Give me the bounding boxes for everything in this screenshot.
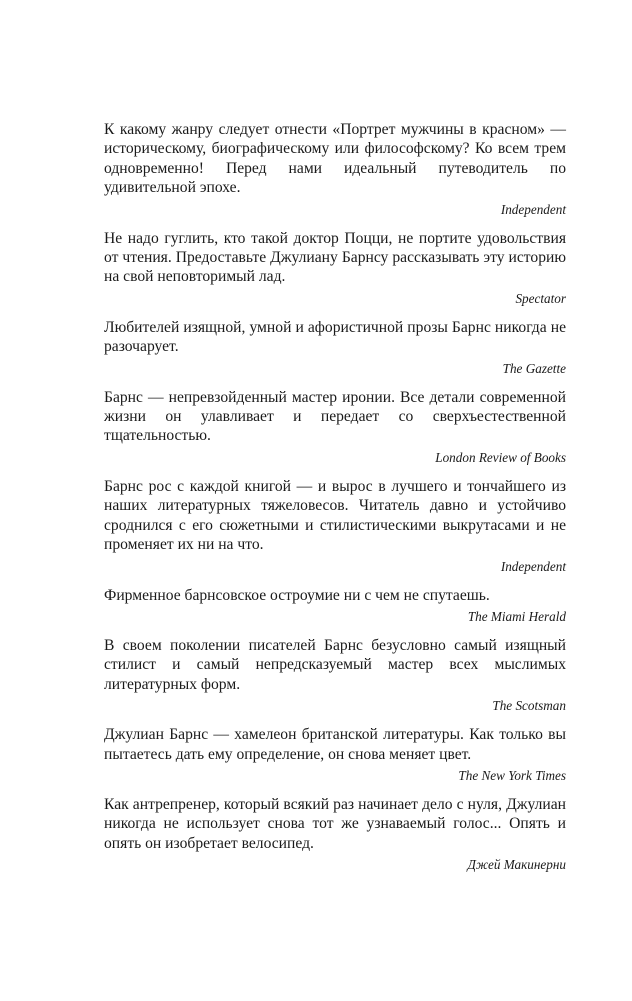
review-source: The Gazette bbox=[502, 360, 566, 376]
review-item bbox=[104, 795, 566, 873]
review-item bbox=[104, 586, 566, 625]
review-source: The Miami Herald bbox=[467, 608, 566, 624]
review-item bbox=[104, 388, 566, 466]
review-quote: К какому жанру следует отнести «Портрет мужчины в красном» — историческому, биографическому или философскому? Ко всем трем одновременно! Перед нами идеальный путеводитель по удивительной эпохе. bbox=[104, 121, 566, 197]
review-item bbox=[104, 318, 566, 377]
review-source: London Review of Books bbox=[435, 449, 566, 465]
review-item bbox=[104, 725, 566, 784]
review-quote: В своем поколении писателей Барнс безусловно самый изящный стилист и самый непредсказуемый мастер всех мыслимых литературных форм. bbox=[104, 636, 566, 693]
review-source: The New York Times bbox=[458, 767, 566, 783]
review-quote: Любителей изящной, умной и афористичной прозы Барнс никогда не разочарует. bbox=[104, 318, 566, 356]
review-quote: Не надо гуглить, кто такой доктор Поцци, не портите удовольствия от чтения. Предоставьте Джулиану Барнсу рассказывать эту историю на свой неповторимый лад. bbox=[104, 229, 566, 286]
review-quote: Как антрепренер, который всякий раз начинает дело с нуля, Джулиан никогда не использует снова тот же узнаваемый голос... Опять и опять он изобретает велосипед. bbox=[104, 795, 566, 852]
review-source: Джей Макинерни bbox=[467, 857, 566, 873]
review-item bbox=[104, 477, 566, 575]
review-source: Spectator bbox=[515, 290, 566, 306]
review-item bbox=[104, 636, 566, 714]
review-quote: Фирменное барнсовское остроумие ни с чем не спутаешь. bbox=[104, 586, 490, 604]
reviews-page bbox=[104, 120, 566, 884]
review-item bbox=[104, 120, 566, 218]
review-quote: Барнс — непревзойденный мастер иронии. Все детали современной жизни он улавливает и передает со сверхъестественной тщательностью. bbox=[104, 388, 566, 445]
review-source: The Scotsman bbox=[492, 698, 566, 714]
review-item bbox=[104, 229, 566, 307]
review-source: Independent bbox=[500, 201, 566, 217]
review-quote: Барнс рос с каждой книгой — и вырос в лучшего и тончайшего из наших литературных тяжеловесов. Читатель давно и устойчиво сроднился с его сюжетными и стилистическими выкрутасами и не променяет их ни на что. bbox=[104, 477, 566, 554]
review-source: Independent bbox=[500, 558, 566, 574]
review-quote: Джулиан Барнс — хамелеон британской литературы. Как только вы пытаетесь дать ему определение, он снова меняет цвет. bbox=[104, 726, 566, 763]
